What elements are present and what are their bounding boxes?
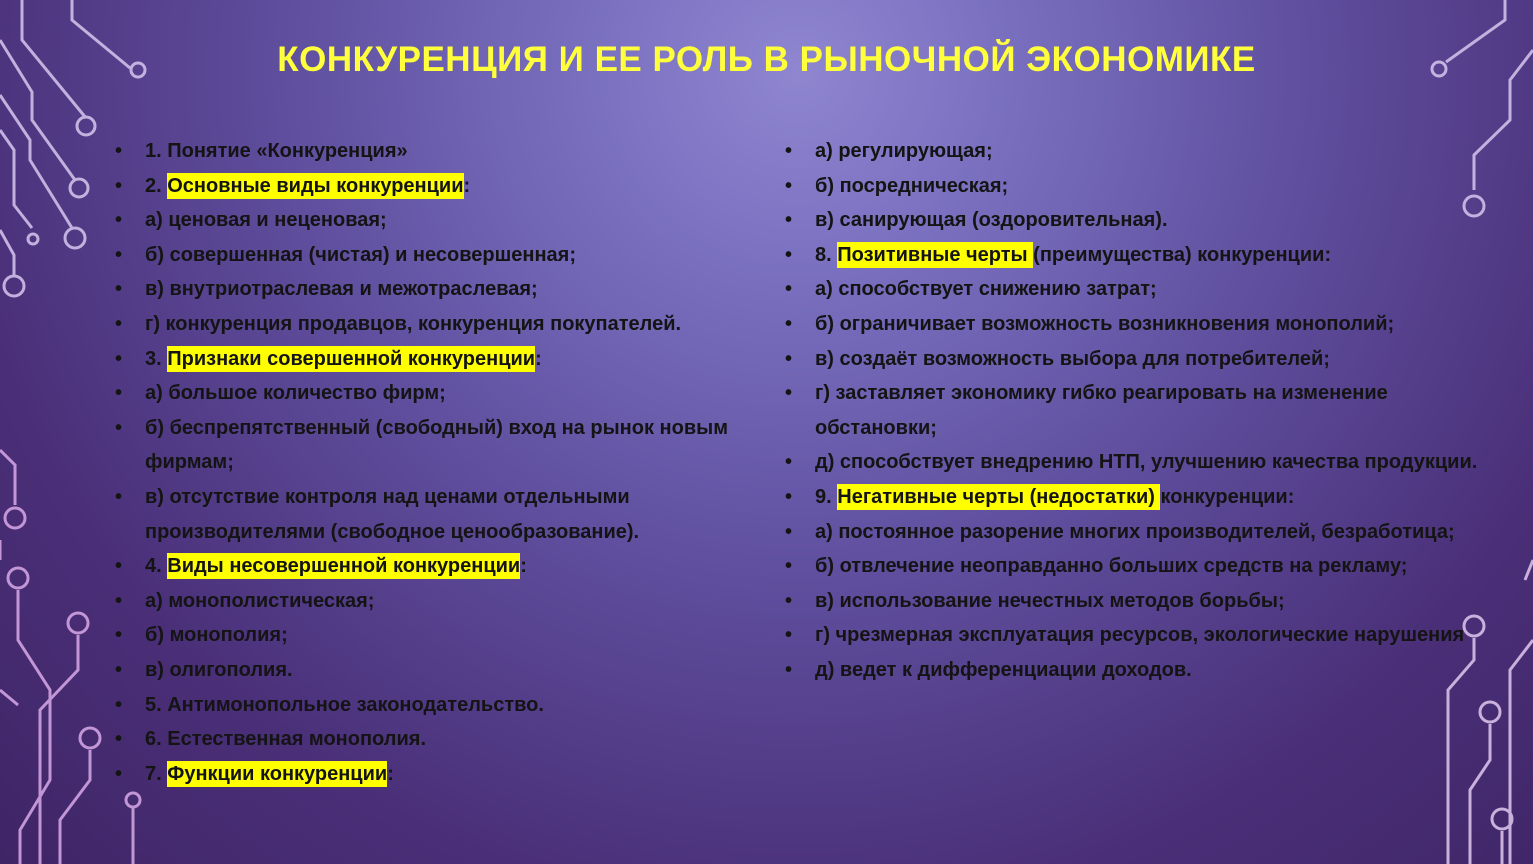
list-item	[112, 272, 772, 307]
item-text: в) санирующая (оздоровительная).	[815, 209, 1168, 232]
list-item	[782, 307, 1482, 342]
list-item	[112, 169, 772, 204]
item-text-tail: :	[520, 555, 527, 578]
list-item	[112, 584, 772, 619]
item-text-tail: :	[387, 762, 394, 785]
item-text-tail: (преимущества) конкуренции:	[1033, 243, 1332, 266]
item-text: б) совершенная (чистая) и несовершенная;	[145, 243, 576, 266]
item-text: 6. Естественная монополия.	[145, 728, 427, 751]
list-item	[782, 169, 1482, 204]
highlighted-text: Виды несовершенной конкуренции	[167, 555, 521, 578]
list-item	[112, 722, 772, 757]
list-item	[782, 445, 1482, 480]
item-text: 3.	[145, 347, 168, 370]
list-item	[782, 134, 1482, 169]
list-item	[112, 618, 772, 653]
list-item	[112, 307, 772, 342]
item-text: б) ограничивает возможность возникновения монополий;	[815, 312, 1395, 335]
item-text: 9.	[815, 485, 838, 508]
highlighted-text: Основные виды конкуренции	[167, 174, 464, 197]
right-list	[782, 134, 1482, 688]
item-text: а) ценовая и неценовая;	[145, 209, 387, 232]
list-item	[782, 203, 1482, 238]
item-text: а) большое количество фирм;	[145, 382, 446, 405]
list-item	[782, 272, 1482, 307]
item-text: б) посредническая;	[815, 174, 1009, 197]
item-text: б) отвлечение неоправданно больших средств на рекламу;	[815, 555, 1408, 578]
left-list	[112, 134, 772, 791]
list-item	[112, 757, 772, 792]
list-item	[112, 134, 772, 169]
list-item	[782, 618, 1482, 653]
item-text: в) создаёт возможность выбора для потребителей;	[815, 347, 1330, 370]
list-item	[782, 653, 1482, 688]
highlighted-text: Позитивные черты	[837, 243, 1034, 266]
item-text: а) регулирующая;	[815, 140, 993, 162]
item-text: а) способствует снижению затрат;	[815, 278, 1157, 301]
item-text: 8.	[815, 243, 838, 266]
list-item	[112, 203, 772, 238]
item-text: д) ведет к дифференциации доходов.	[815, 658, 1192, 681]
item-text: б) монополия;	[145, 624, 288, 647]
item-text: г) чрезмерная эксплуатация ресурсов, экологические нарушения	[815, 624, 1465, 647]
item-text: 4.	[145, 555, 168, 578]
item-text: в) отсутствие контроля над ценами отдельными производителями (свободное ценообразование).	[145, 485, 640, 543]
list-item	[782, 584, 1482, 619]
item-text: в) использование нечестных методов борьбы;	[815, 589, 1285, 612]
item-text-tail: конкуренции:	[1160, 485, 1295, 508]
item-text: г) заставляет экономику гибко реагировать на изменение обстановки;	[815, 382, 1388, 439]
list-item	[112, 238, 772, 273]
slide-title: КОНКУРЕНЦИЯ И ЕЕ РОЛЬ В РЫНОЧНОЙ ЭКОНОМИКЕ	[277, 40, 1256, 79]
item-text: 2.	[145, 174, 168, 197]
item-text: г) конкуренция продавцов, конкуренция покупателей.	[145, 312, 682, 335]
list-item	[112, 376, 772, 411]
item-text: б) беспрепятственный (свободный) вход на рынок новым фирмам;	[145, 416, 728, 474]
highlighted-text: Признаки совершенной конкуренции	[167, 347, 536, 370]
list-item	[112, 342, 772, 377]
item-text: в) внутриотраслевая и межотраслевая;	[145, 278, 538, 301]
highlighted-text: Функции конкуренции	[167, 762, 388, 785]
item-text: 7.	[145, 762, 168, 785]
item-text: 5. Антимонопольное законодательство.	[145, 693, 544, 716]
item-text: в) олигополия.	[145, 658, 293, 681]
item-text-tail: :	[463, 174, 471, 197]
list-item	[112, 688, 772, 723]
highlighted-text: Негативные черты (недостатки)	[837, 485, 1161, 508]
list-item	[782, 238, 1482, 273]
item-text: д) способствует внедрению НТП, улучшению качества продукции.	[815, 451, 1478, 474]
list-item	[782, 342, 1482, 377]
list-item	[782, 549, 1482, 584]
item-text: а) постоянное разорение многих производителей, безработица;	[815, 520, 1455, 543]
list-item	[112, 480, 772, 549]
item-text-tail: :	[535, 347, 542, 370]
list-item	[112, 411, 772, 480]
list-item	[112, 549, 772, 584]
item-text: 1. Понятие «Конкуренция»	[145, 140, 408, 162]
item-text: а) монополистическая;	[145, 589, 375, 612]
list-item	[782, 515, 1482, 550]
list-item	[782, 480, 1482, 515]
list-item	[782, 376, 1482, 445]
list-item	[112, 653, 772, 688]
